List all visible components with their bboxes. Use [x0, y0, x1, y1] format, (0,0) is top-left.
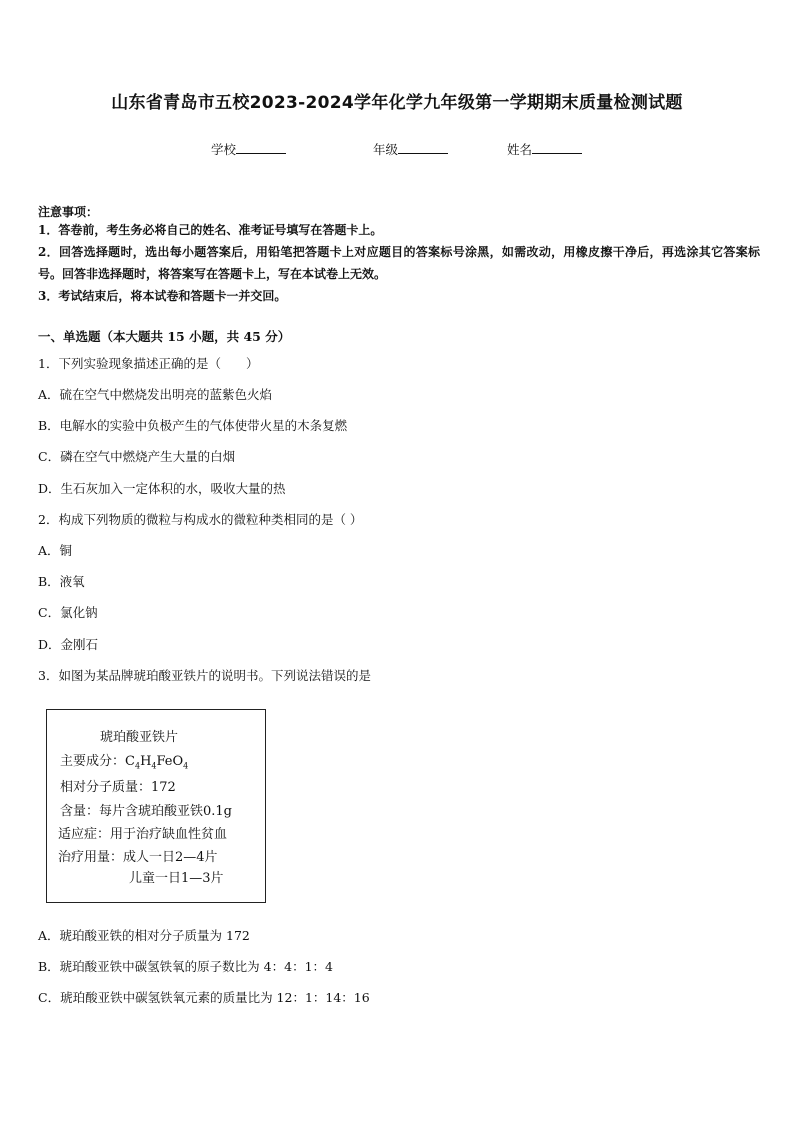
ingredient-label: 主要成分：	[60, 754, 126, 769]
question-3-stem: 3．如图为某品牌琥珀酸亚铁片的说明书。下列说法错误的是	[38, 668, 371, 683]
medicine-dosage-child: 儿童一日1—3片	[129, 871, 224, 886]
notice-heading: 注意事项：	[38, 205, 99, 219]
question-1-option-c: C．磷在空气中燃烧产生大量的白烟	[38, 449, 236, 464]
question-2-stem: 2．构成下列物质的微粒与构成水的微粒种类相同的是（ ）	[38, 512, 363, 527]
question-2-option-c: C．氯化钠	[38, 605, 98, 620]
formula-c-sub: 4	[134, 761, 141, 771]
name-field	[507, 140, 582, 158]
question-2-option-b: B．液氧	[38, 574, 85, 589]
question-1-option-a: A．硫在空气中燃烧发出明亮的蓝紫色火焰	[38, 387, 273, 402]
question-2-option-a: A．铜	[38, 543, 73, 558]
school-blank	[236, 141, 286, 154]
notice-item-1: 1．答卷前，考生务必将自己的姓名、准考证号填写在答题卡上。	[38, 223, 383, 237]
grade-blank	[398, 141, 448, 154]
formula-h: H	[140, 754, 152, 769]
medicine-dosage-adult: 治疗用量：成人一日2—4片	[58, 850, 218, 865]
question-1-stem: 1．下列实验现象描述正确的是（ ）	[38, 356, 259, 371]
question-1-option-b: B．电解水的实验中负极产生的气体使带火星的木条复燃	[38, 418, 348, 433]
formula-o-sub: 4	[183, 761, 189, 771]
medicine-content: 含量：每片含琥珀酸亚铁0.1g	[60, 804, 232, 819]
notice-item-2: 2．回答选择题时，选出每小题答案后，用铅笔把答题卡上对应题目的答案标号涂黑，如需改动，用橡皮擦干净后，再选涂其它答案标号。回答非选择题时，将答案写在答题卡上，写在本试卷上无效。	[38, 245, 760, 281]
formula-c: C	[125, 754, 135, 769]
section-heading: 一、单选题（本大题共 15 小题，共 45 分）	[38, 329, 291, 344]
medicine-ingredient	[60, 750, 188, 771]
medicine-title: 琥珀酸亚铁片	[100, 730, 179, 745]
grade-field	[373, 140, 448, 158]
question-2-option-d: D．金刚石	[38, 637, 99, 652]
school-field	[211, 140, 286, 158]
question-1-option-d: D．生石灰加入一定体积的水，吸收大量的热	[38, 481, 286, 496]
student-info-row	[0, 140, 794, 160]
medicine-mass: 相对分子质量：172	[60, 780, 176, 795]
question-3-option-c: C．琥珀酸亚铁中碳氢铁氧元素的质量比为 12：1：14：16	[38, 990, 370, 1005]
question-3-option-a: A．琥珀酸亚铁的相对分子质量为 172	[38, 928, 250, 943]
question-3-option-b: B．琥珀酸亚铁中碳氢铁氧的原子数比为 4：4：1：4	[38, 959, 333, 974]
notice-item-3: 3．考试结束后，将本试卷和答题卡一并交回。	[38, 289, 287, 303]
formula-h-sub: 4	[151, 761, 157, 771]
name-blank	[532, 141, 582, 154]
grade-label: 年级	[373, 142, 399, 157]
exam-title: 山东省青岛市五校2023-2024学年化学九年级第一学期期末质量检测试题	[111, 93, 683, 113]
medicine-indication: 适应症：用于治疗缺血性贫血	[58, 827, 228, 842]
medicine-label-box	[46, 709, 266, 903]
name-label: 姓名	[507, 142, 533, 157]
school-label: 学校	[211, 142, 237, 157]
formula-feo: FeO	[156, 754, 184, 769]
